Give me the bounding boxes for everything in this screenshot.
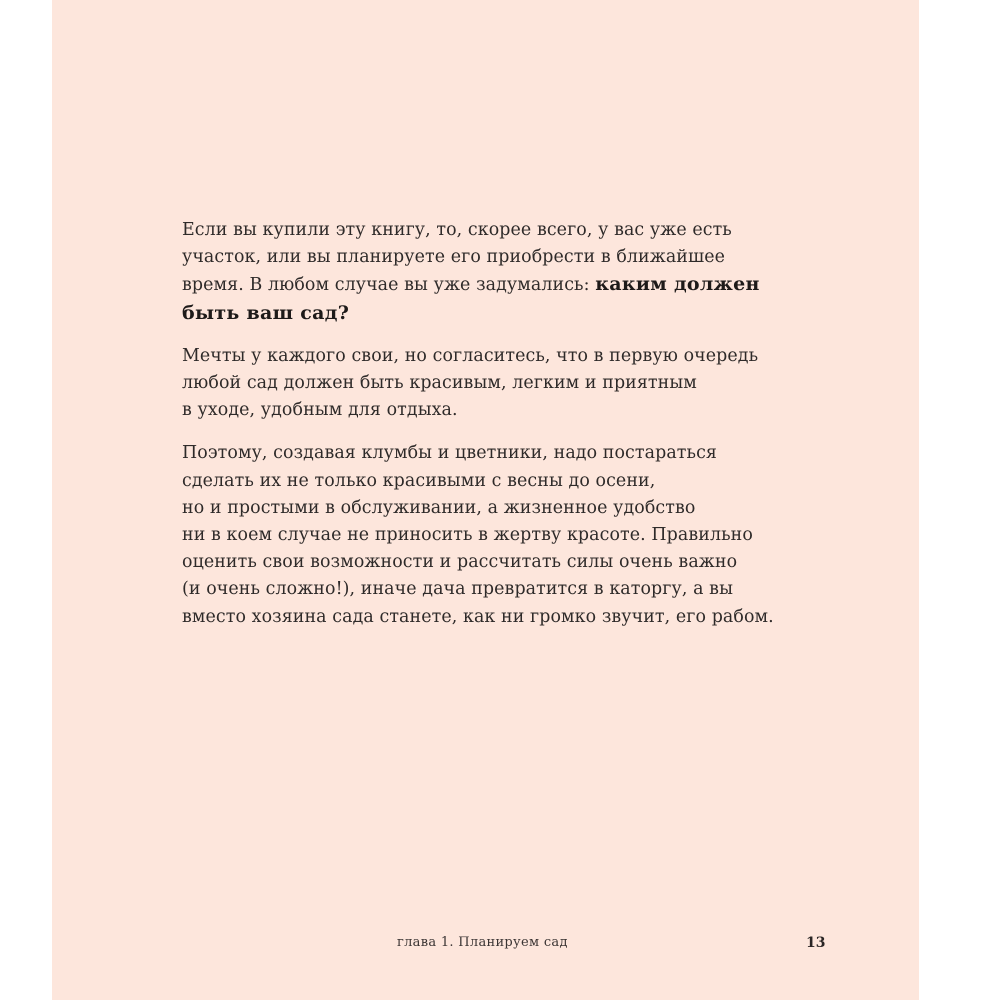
running-footer-chapter: глава 1. Планируем сад [397, 935, 568, 950]
text-line: оценить свои возможности и рассчитать силы очень важно [182, 552, 738, 573]
text-line: в уходе, удобным для отдыха. [182, 400, 458, 421]
text-line: ни в коем случае не приносить в жертву красоте. Правильно [182, 525, 753, 546]
text-line: Если вы купили эту книгу, то, скорее всего, у вас уже есть [182, 220, 732, 240]
emphasis-question-part: каким должен [595, 273, 760, 296]
emphasis-question-end: быть ваш сад? [182, 301, 350, 324]
text-line: но и простыми в обслуживании, а жизненное удобство [182, 497, 696, 518]
text-line: сделать их не только красивыми с весны до осени, [182, 470, 656, 491]
text-line: Поэтому, создавая клумбы и цветники, надо постараться [182, 443, 717, 464]
text-line: Мечты у каждого свои, но согласитесь, что в первую очередь [182, 345, 759, 366]
text-segment: время. В любом случае вы уже задумались: [182, 275, 596, 296]
text-line: участок, или вы планируете его приобрести в ближайшее [182, 247, 726, 268]
body-text [182, 217, 774, 647]
text-line: любой сад должен быть красивым, легким и приятным [182, 373, 697, 394]
text-line: вместо хозяина сада станете, как ни громко звучит, его рабом. [182, 606, 774, 627]
text-line [182, 271, 762, 299]
paragraph-1 [182, 217, 762, 327]
paragraph-2 [182, 343, 762, 425]
paragraph-3 [182, 440, 774, 630]
book-page [52, 0, 919, 1000]
page-number: 13 [806, 935, 826, 951]
text-line: (и очень сложно!), иначе дача превратится в каторгу, а вы [182, 579, 734, 600]
